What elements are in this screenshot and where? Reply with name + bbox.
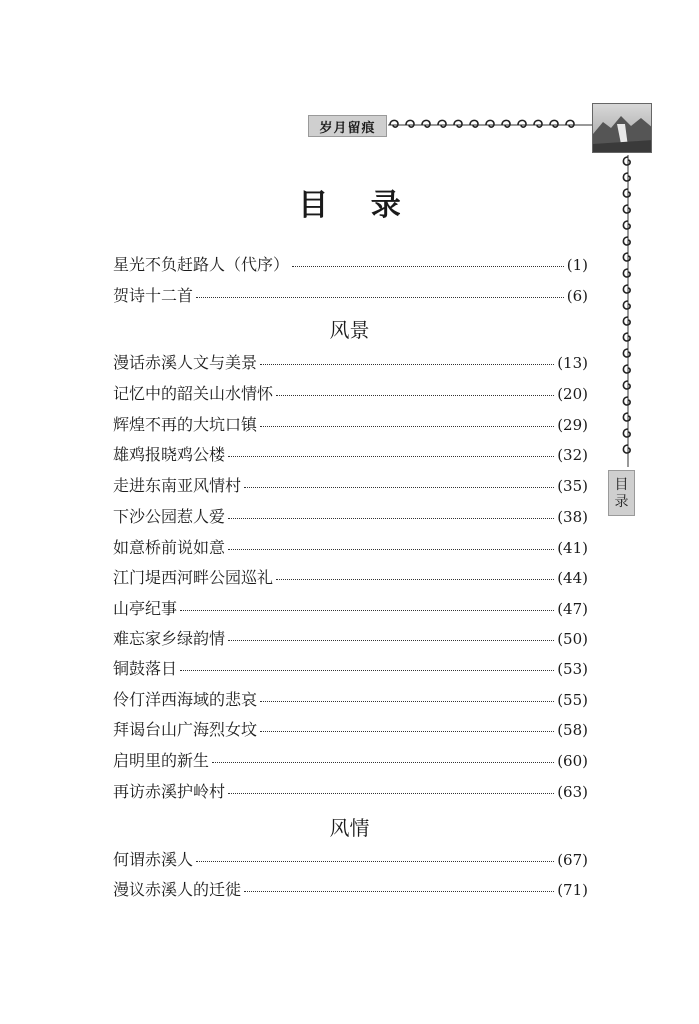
toc-entry[interactable]	[113, 748, 588, 770]
toc-entry[interactable]	[113, 412, 588, 434]
toc-entry[interactable]	[113, 283, 588, 305]
landscape-thumbnail	[592, 103, 652, 153]
toc-entry-title: 再访赤溪护岭村	[113, 782, 226, 801]
toc-entry-title: 何谓赤溪人	[113, 850, 194, 869]
toc-entry-page: (58)	[557, 721, 588, 739]
toc-entry[interactable]	[113, 847, 588, 869]
section-heading: 风景	[329, 318, 370, 342]
toc-entry-page: (50)	[557, 630, 588, 648]
leader-dots	[196, 861, 554, 862]
toc-entry-title: 铜鼓落日	[113, 659, 178, 678]
toc-entry[interactable]	[113, 350, 588, 372]
toc-entry-title: 难忘家乡绿韵情	[113, 629, 226, 648]
running-header-label: 岁月留痕	[308, 115, 387, 137]
leader-dots	[228, 640, 554, 641]
leader-dots	[276, 579, 554, 580]
toc-entry-title: 贺诗十二首	[113, 286, 194, 305]
toc-entry-title: 江门堤西河畔公园巡礼	[113, 568, 274, 587]
section-heading: 风情	[329, 816, 370, 840]
toc-entry[interactable]	[113, 687, 588, 709]
toc-entry-page: (60)	[557, 752, 588, 770]
leader-dots	[228, 518, 554, 519]
toc-entry-page: (35)	[557, 477, 588, 495]
toc-entry[interactable]	[113, 565, 588, 587]
toc-entry-title: 山亭纪事	[113, 599, 178, 618]
toc-entry[interactable]	[113, 596, 588, 618]
toc-entry-page: (67)	[557, 851, 588, 869]
toc-entry[interactable]	[113, 442, 588, 464]
toc-entry-page: (1)	[566, 256, 588, 274]
toc-entry-page: (44)	[557, 569, 588, 587]
toc-entry-page: (63)	[557, 783, 588, 801]
toc-entry-page: (6)	[566, 287, 588, 305]
toc-entry[interactable]	[113, 656, 588, 678]
toc-entry[interactable]	[113, 252, 588, 274]
toc-entry-page: (71)	[557, 881, 588, 899]
toc-entry-title: 下沙公园惹人爱	[113, 507, 226, 526]
leader-dots	[180, 610, 554, 611]
leader-dots	[260, 426, 554, 427]
toc-entry-title: 走进东南亚风情村	[113, 476, 242, 495]
toc-entry-title: 启明里的新生	[113, 751, 210, 770]
toc-entry-title: 漫话赤溪人文与美景	[113, 353, 258, 372]
toc-entry[interactable]	[113, 381, 588, 403]
decorative-border-top	[388, 116, 593, 134]
leader-dots	[292, 266, 564, 267]
toc-entry-page: (20)	[557, 385, 588, 403]
leader-dots	[276, 395, 554, 396]
toc-entry-page: (32)	[557, 446, 588, 464]
toc-entry-title: 辉煌不再的大坑口镇	[113, 415, 258, 434]
toc-entry-title: 漫议赤溪人的迁徙	[113, 880, 242, 899]
toc-entry[interactable]	[113, 877, 588, 899]
toc-entry-page: (38)	[557, 508, 588, 526]
toc-entry[interactable]	[113, 535, 588, 557]
leader-dots	[260, 731, 554, 732]
leader-dots	[244, 487, 554, 488]
leader-dots	[244, 891, 554, 892]
toc-entry-page: (13)	[557, 354, 588, 372]
toc-entry-page: (29)	[557, 416, 588, 434]
leader-dots	[212, 762, 554, 763]
toc-entry-title: 记忆中的韶关山水情怀	[113, 384, 274, 403]
toc-entry[interactable]	[113, 717, 588, 739]
toc-entry[interactable]	[113, 473, 588, 495]
toc-entry-title: 星光不负赶路人（代序）	[113, 255, 290, 274]
leader-dots	[260, 364, 554, 365]
toc-entry-title: 雄鸡报晓鸡公楼	[113, 445, 226, 464]
toc-entry-page: (41)	[557, 539, 588, 557]
toc-entry-page: (55)	[557, 691, 588, 709]
chapter-side-tab: 目录	[608, 470, 635, 516]
toc-entry-page: (53)	[557, 660, 588, 678]
leader-dots	[228, 456, 554, 457]
leader-dots	[228, 793, 554, 794]
toc-entry-title: 拜谒台山广海烈女坟	[113, 720, 258, 739]
leader-dots	[228, 549, 554, 550]
page-title: 目 录	[298, 188, 417, 223]
toc-entry[interactable]	[113, 504, 588, 526]
leader-dots	[260, 701, 554, 702]
toc-entry-page: (47)	[557, 600, 588, 618]
leader-dots	[180, 670, 554, 671]
leader-dots	[196, 297, 564, 298]
toc-entry[interactable]	[113, 626, 588, 648]
toc-entry-title: 伶仃洋西海域的悲哀	[113, 690, 258, 709]
toc-entry-title: 如意桥前说如意	[113, 538, 226, 557]
toc-entry[interactable]	[113, 779, 588, 801]
